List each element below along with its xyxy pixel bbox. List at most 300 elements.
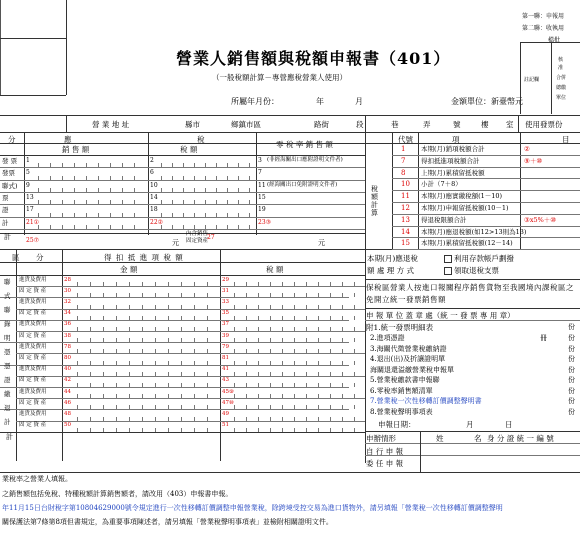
calc-row-code: 12 [401, 204, 410, 212]
digit-tick [270, 361, 271, 365]
digit-tick [207, 383, 208, 387]
purchase-group-label: 聯 [4, 278, 11, 286]
digit-tick [134, 188, 135, 192]
month-label: 月 [355, 97, 363, 106]
digit-tick [216, 163, 217, 167]
digit-tick [306, 305, 307, 309]
digit-tick [318, 417, 319, 421]
purchase-group-label: 錄 [4, 320, 11, 328]
digit-tick [90, 417, 91, 421]
address-left-line [66, 115, 67, 132]
digit-tick [172, 188, 173, 192]
digit-tick [62, 176, 63, 180]
digit-tick [205, 200, 206, 204]
digit-tick [227, 163, 228, 167]
digit-tick [249, 188, 250, 192]
digit-tick [122, 176, 123, 180]
digit-tick [116, 282, 117, 286]
digit-tick [194, 163, 195, 167]
digit-tick [330, 338, 331, 342]
digit-tick [142, 383, 143, 387]
digit-tick [207, 361, 208, 365]
attachment-item: 8.營業稅聲明事項表 [370, 407, 433, 416]
purchase-amount-code: 48 [64, 410, 71, 417]
sales-tax-code: 2 [150, 157, 154, 164]
digit-tick [270, 338, 271, 342]
filing-day: 日 [505, 420, 513, 429]
digit-tick [129, 383, 130, 387]
digit-tick [161, 163, 162, 167]
digit-tick [207, 349, 208, 353]
address-floor: 樓 [481, 120, 489, 129]
digit-tick [270, 305, 271, 309]
purchase-tax-code: 79 [222, 343, 229, 350]
note-total: 總繳 [556, 85, 567, 91]
filing-month: 月 [466, 420, 474, 429]
digit-tick [282, 282, 283, 286]
digit-tick [194, 305, 195, 309]
sales-total-label: 計 [4, 233, 11, 241]
digit-tick [234, 372, 235, 376]
digit-tick [216, 213, 217, 217]
digit-tick [258, 305, 259, 309]
digit-tick [342, 327, 343, 331]
purchase-row-line [0, 297, 349, 298]
digit-tick [181, 316, 182, 320]
calc-row-code: 11 [401, 192, 410, 201]
digit-tick [270, 405, 271, 409]
purchase-amount-code: 42 [64, 377, 71, 384]
bank-transfer-checkbox[interactable] [444, 255, 452, 263]
digit-tick [294, 405, 295, 409]
digit-tick [306, 405, 307, 409]
note-box-left [520, 42, 521, 114]
calc-row-item: 得退稅限額合計 [421, 215, 467, 224]
digit-tick [38, 213, 39, 217]
purchase-tax-code: 81 [222, 354, 229, 361]
fixed-asset-label-1: 內含銷售 [186, 231, 209, 237]
digit-tick [294, 282, 295, 286]
calc-row-code: 7 [401, 156, 406, 165]
digit-tick [155, 327, 156, 331]
digit-tick [86, 225, 87, 229]
digit-tick [234, 316, 235, 320]
digit-tick [270, 417, 271, 421]
sales-row-label: 證 [2, 206, 9, 215]
calc-row-code: 14 [401, 227, 410, 236]
sales-amount-code: 9 [26, 181, 30, 189]
note-box-top [520, 42, 580, 43]
digit-tick [103, 361, 104, 365]
digit-tick [86, 176, 87, 180]
digit-tick [90, 316, 91, 320]
digit-tick [90, 361, 91, 365]
digit-tick [90, 293, 91, 297]
digit-tick [294, 338, 295, 342]
calc-row-item: 本期(月)應實繳稅額(1－10) [421, 192, 503, 201]
digit-tick [294, 305, 295, 309]
digit-tick [238, 163, 239, 167]
address-district: 鄉鎮市區 [231, 120, 261, 129]
refund-label-1: 本期(月)應退稅 [367, 254, 418, 263]
purchase-amount-code: 32 [64, 298, 71, 305]
digit-tick [129, 361, 130, 365]
digit-tick [90, 327, 91, 331]
note-merge: 合併 [556, 75, 567, 81]
purchase-col-3 [220, 249, 221, 461]
digit-tick [168, 338, 169, 342]
sales-amount-code: 1 [26, 157, 30, 164]
digit-tick [142, 338, 143, 342]
digit-tick [205, 213, 206, 217]
digit-tick [86, 213, 87, 217]
digit-tick [183, 200, 184, 204]
digit-tick [205, 163, 206, 167]
digit-tick [122, 163, 123, 167]
digit-tick [62, 163, 63, 167]
zero-rate-code: 7 [258, 169, 262, 177]
purchase-amount-code: 34 [64, 310, 71, 317]
refund-option-cheque[interactable] [444, 267, 499, 275]
digit-tick [168, 327, 169, 331]
note-approve-1: 核 [558, 57, 564, 63]
digit-tick [234, 383, 235, 387]
purchase-col-div2: 分 [36, 253, 44, 262]
digit-tick [110, 225, 111, 229]
purchase-row-type: 固 定 資 產 [19, 354, 47, 361]
digit-tick [249, 163, 250, 167]
digit-tick [155, 349, 156, 353]
digit-tick [142, 327, 143, 331]
digit-tick [172, 200, 173, 204]
digit-tick [161, 213, 162, 217]
digit-tick [238, 176, 239, 180]
digit-tick [161, 225, 162, 229]
digit-tick [116, 338, 117, 342]
digit-tick [207, 372, 208, 376]
purchase-group-label: 計 [4, 418, 11, 426]
digit-tick [246, 293, 247, 297]
digit-tick [168, 293, 169, 297]
digit-tick [258, 327, 259, 331]
address-road: 路街 [314, 120, 329, 129]
purchase-amount-code: 40 [64, 366, 71, 373]
digit-tick [103, 383, 104, 387]
attachment-item: 海關退還溢繳營業稅申報單 [370, 365, 454, 374]
digit-tick [155, 394, 156, 398]
digit-tick [342, 383, 343, 387]
digit-tick [294, 293, 295, 297]
digit-tick [306, 327, 307, 331]
digit-tick [62, 200, 63, 204]
calc-row-item: 上期(月)累積留抵稅額 [421, 168, 485, 177]
digit-tick [294, 383, 295, 387]
purchase-row-type: 進貨及費用 [19, 366, 47, 373]
digit-tick [306, 316, 307, 320]
digit-tick [354, 282, 355, 286]
purchase-amount-code: 44 [64, 388, 71, 395]
digit-tick [155, 338, 156, 342]
purchase-row-type: 固 定 資 產 [19, 310, 47, 317]
digit-tick [155, 305, 156, 309]
purchase-group-label: 聯 [4, 306, 11, 314]
purchase-row-type: 進貨及費用 [19, 298, 47, 305]
purchase-tax-code: 39 [222, 332, 229, 339]
digit-tick [306, 417, 307, 421]
digit-tick [74, 225, 75, 229]
digit-tick [330, 361, 331, 365]
sales-row-line [0, 180, 365, 181]
digit-tick [168, 383, 169, 387]
attachment-count-unit: 份 [568, 365, 575, 374]
digit-tick [246, 372, 247, 376]
digit-tick [246, 405, 247, 409]
purchase-amount-code: 50 [64, 422, 71, 429]
purchase-row-type: 固 定 資 產 [19, 422, 47, 429]
top-left-box-edge [66, 0, 67, 95]
zero-rate-code: 15 [258, 193, 266, 201]
digit-tick [207, 417, 208, 421]
digit-tick [194, 200, 195, 204]
digit-tick [234, 405, 235, 409]
digit-tick [238, 225, 239, 229]
digit-tick [181, 293, 182, 297]
digit-tick [181, 405, 182, 409]
applicant-col-2: 姓 [436, 434, 444, 443]
digit-tick [282, 361, 283, 365]
digit-tick [50, 225, 51, 229]
digit-tick [90, 383, 91, 387]
digit-tick [246, 417, 247, 421]
copy-1-label: 第一聯：申報用 [522, 13, 565, 20]
digit-tick [142, 417, 143, 421]
sales-total-top [0, 233, 365, 234]
stamp-label-line [365, 320, 580, 321]
digit-tick [116, 327, 117, 331]
digit-tick [98, 163, 99, 167]
calc-row-item: 本期(月)銷項稅額合計 [421, 145, 485, 153]
digit-tick [161, 200, 162, 204]
applicant-col-3: 名 [474, 434, 482, 443]
digit-tick [194, 293, 195, 297]
digit-tick [306, 383, 307, 387]
digit-tick [77, 405, 78, 409]
digit-tick [330, 327, 331, 331]
digit-tick [103, 305, 104, 309]
digit-tick [103, 282, 104, 286]
digit-tick [116, 394, 117, 398]
digit-tick [238, 188, 239, 192]
year-label: 年 [316, 97, 324, 106]
digit-tick [129, 349, 130, 353]
refund-option-bank[interactable] [444, 255, 514, 263]
address-bottom-line [0, 132, 580, 133]
sales-row-label: 發 票 [2, 157, 18, 165]
purchase-amount-code: 80 [64, 354, 71, 361]
digit-tick [103, 316, 104, 320]
cheque-checkbox[interactable] [444, 267, 452, 275]
digit-tick [142, 305, 143, 309]
digit-tick [116, 372, 117, 376]
digit-tick [168, 417, 169, 421]
sales-header-split [0, 143, 365, 144]
digit-tick [330, 305, 331, 309]
attachment-count-unit: 份 [568, 334, 575, 342]
digit-tick [103, 338, 104, 342]
digit-tick [134, 163, 135, 167]
digit-tick [172, 163, 173, 167]
digit-tick [306, 361, 307, 365]
digit-tick [74, 200, 75, 204]
digit-tick [294, 394, 295, 398]
digit-tick [306, 349, 307, 353]
calc-row-value: ⑨＋⑩ [524, 156, 543, 165]
calc-row-line [392, 249, 580, 250]
sales-sub-sales: 銷 售 額 [62, 145, 90, 154]
digit-tick [342, 405, 343, 409]
digit-tick [234, 327, 235, 331]
digit-tick [129, 394, 130, 398]
digit-tick [270, 349, 271, 353]
digit-tick [155, 417, 156, 421]
footnote-1: 業稅率之營業人填報。 [2, 475, 72, 483]
sales-amount-code: 5 [26, 169, 30, 177]
sales-sub-tax: 稅 額 [180, 145, 198, 154]
purchase-grid-top [0, 275, 365, 276]
digit-tick [207, 338, 208, 342]
digit-tick [207, 405, 208, 409]
digit-tick [234, 282, 235, 286]
digit-tick [318, 293, 319, 297]
digit-tick [270, 394, 271, 398]
digit-tick [318, 383, 319, 387]
digit-tick [354, 383, 355, 387]
digit-tick [282, 394, 283, 398]
digit-tick [168, 394, 169, 398]
digit-tick [161, 188, 162, 192]
digit-tick [282, 417, 283, 421]
digit-tick [246, 338, 247, 342]
calc-row-code: 10 [401, 180, 410, 189]
sales-total-code: 25⑦ [26, 237, 40, 244]
digit-tick [77, 316, 78, 320]
digit-tick [98, 225, 99, 229]
digit-tick [258, 383, 259, 387]
digit-tick [330, 316, 331, 320]
attachment-book-unit: 冊 [540, 334, 547, 342]
calc-row-item: 小計（7＋8） [421, 180, 462, 189]
attachment-count-unit: 份 [568, 376, 575, 384]
digit-tick [234, 293, 235, 297]
digit-tick [354, 405, 355, 409]
digit-tick [342, 305, 343, 309]
digit-tick [181, 327, 182, 331]
digit-tick [142, 394, 143, 398]
cheque-label: 領取退稅支票 [454, 266, 499, 275]
digit-tick [181, 338, 182, 342]
digit-tick [168, 316, 169, 320]
digit-tick [194, 417, 195, 421]
purchase-row-line [0, 365, 349, 366]
purchase-group-label: 繳 [4, 390, 11, 398]
digit-tick [246, 282, 247, 286]
digit-tick [103, 349, 104, 353]
calc-head-right: 目 [562, 135, 570, 144]
digit-tick [246, 361, 247, 365]
sales-row-line [0, 229, 365, 230]
sales-tax-code: 22② [150, 218, 164, 226]
digit-tick [181, 394, 182, 398]
attachment-count-unit: 份 [568, 386, 575, 395]
purchase-tax-code: 31 [222, 287, 229, 294]
digit-tick [342, 293, 343, 297]
purchase-row-type: 固 定 資 產 [19, 332, 47, 339]
digit-tick [330, 372, 331, 376]
calc-row-item: 得扣抵進項稅額合計 [421, 156, 480, 165]
digit-tick [234, 349, 235, 353]
purchase-amount-code: 36 [64, 321, 71, 328]
applicant-col-line [420, 431, 421, 472]
digit-tick [354, 394, 355, 398]
digit-tick [142, 361, 143, 365]
note-box-mid [551, 42, 552, 114]
digit-tick [183, 163, 184, 167]
digit-tick [207, 293, 208, 297]
digit-tick [258, 405, 259, 409]
purchase-header-split [0, 262, 365, 263]
attachment-item: 5.營業稅繳款書申報聯 [370, 376, 440, 384]
digit-tick [122, 225, 123, 229]
purchase-sub-amt: 金 額 [120, 265, 138, 274]
purchase-sub-tax: 稅 額 [266, 265, 284, 274]
digit-tick [234, 394, 235, 398]
digit-tick [110, 176, 111, 180]
purchase-tax-code: 33 [222, 298, 229, 305]
digit-tick [246, 327, 247, 331]
digit-tick [342, 338, 343, 342]
digit-tick [142, 293, 143, 297]
digit-tick [330, 394, 331, 398]
digit-tick [249, 200, 250, 204]
sales-col-tax: 稅 [197, 135, 205, 144]
sales-row-line [0, 192, 365, 193]
digit-tick [155, 316, 156, 320]
digit-tick [258, 316, 259, 320]
digit-tick [342, 349, 343, 353]
unit-label: 金額單位：新臺幣元 [451, 97, 523, 106]
purchase-tax-code: 51 [222, 422, 229, 429]
digit-tick [207, 394, 208, 398]
digit-tick [216, 200, 217, 204]
digit-tick [168, 349, 169, 353]
digit-tick [50, 188, 51, 192]
attachment-item: 2.進項憑證 [370, 334, 405, 342]
note-unit: 單位 [556, 95, 567, 101]
digit-tick [258, 293, 259, 297]
digit-tick [194, 338, 195, 342]
digit-tick [74, 188, 75, 192]
digit-tick [249, 176, 250, 180]
purchase-group-label: 憑 [4, 362, 11, 370]
applicant-self: 自 行 申 報 [366, 447, 404, 456]
notice-top [365, 279, 580, 280]
digit-tick [62, 213, 63, 217]
digit-tick [318, 327, 319, 331]
digit-tick [258, 361, 259, 365]
digit-tick [116, 349, 117, 353]
digit-tick [90, 405, 91, 409]
digit-tick [249, 225, 250, 229]
